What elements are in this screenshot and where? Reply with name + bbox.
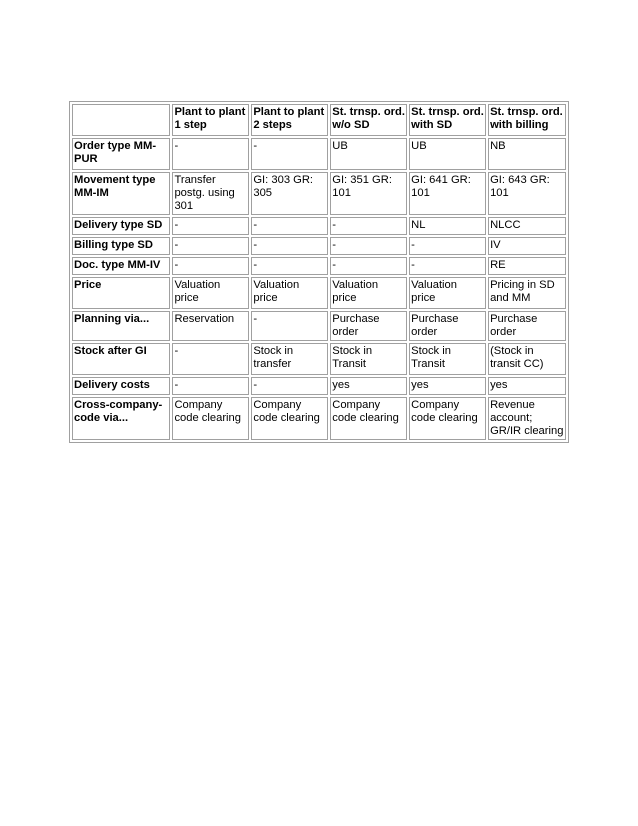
table-cell: - xyxy=(330,217,407,235)
table-cell: - xyxy=(251,257,328,275)
header-sto-with-sd: St. trnsp. ord. with SD xyxy=(409,104,486,136)
table-header-row xyxy=(72,104,566,136)
table-cell: Reservation xyxy=(172,311,249,341)
table-cell: RE xyxy=(488,257,566,275)
table-cell: - xyxy=(172,343,249,375)
row-label-movement-type: Movement type MM-IM xyxy=(72,172,170,215)
stock-transfer-comparison-table xyxy=(69,101,569,443)
table-cell: Valuation price xyxy=(409,277,486,309)
table-cell: Valuation price xyxy=(330,277,407,309)
table-cell: - xyxy=(172,138,249,170)
row-label-stock-after-gi: Stock after GI xyxy=(72,343,170,375)
table-cell: yes xyxy=(330,377,407,395)
table-cell: Company code clearing xyxy=(251,397,328,440)
table-cell: Purchase order xyxy=(330,311,407,341)
table-cell: - xyxy=(330,257,407,275)
table-cell: IV xyxy=(488,237,566,255)
table-cell: - xyxy=(172,237,249,255)
table-cell: Company code clearing xyxy=(330,397,407,440)
row-label-delivery-costs: Delivery costs xyxy=(72,377,170,395)
table-cell: - xyxy=(251,138,328,170)
table-cell: - xyxy=(172,257,249,275)
row-label-order-type: Order type MM-PUR xyxy=(72,138,170,170)
table-cell: yes xyxy=(488,377,566,395)
table-cell: Stock in Transit xyxy=(330,343,407,375)
table-cell: - xyxy=(330,237,407,255)
table-cell: - xyxy=(409,237,486,255)
table-row xyxy=(72,277,566,309)
table-cell: - xyxy=(251,217,328,235)
table-cell: NB xyxy=(488,138,566,170)
table-cell: - xyxy=(409,257,486,275)
table-cell: GI: 303 GR: 305 xyxy=(251,172,328,215)
header-corner-cell xyxy=(72,104,170,136)
table-cell: - xyxy=(172,377,249,395)
row-label-cross-company-code: Cross-company-code via... xyxy=(72,397,170,440)
table-row xyxy=(72,172,566,215)
table-cell: Purchase order xyxy=(409,311,486,341)
table-cell: NL xyxy=(409,217,486,235)
table-cell: - xyxy=(251,311,328,341)
table-cell: (Stock in transit CC) xyxy=(488,343,566,375)
row-label-planning-via: Planning via... xyxy=(72,311,170,341)
header-plant-to-plant-2-steps: Plant to plant 2 steps xyxy=(251,104,328,136)
table-cell: - xyxy=(251,237,328,255)
table-cell: GI: 641 GR: 101 xyxy=(409,172,486,215)
table-row xyxy=(72,237,566,255)
table-cell: - xyxy=(251,377,328,395)
row-label-price: Price xyxy=(72,277,170,309)
table-cell: Pricing in SD and MM xyxy=(488,277,566,309)
table-cell: UB xyxy=(409,138,486,170)
table-cell: Transfer postg. using 301 xyxy=(172,172,249,215)
table-cell: Company code clearing xyxy=(172,397,249,440)
table-row xyxy=(72,138,566,170)
table-cell: Revenue account; GR/IR clearing xyxy=(488,397,566,440)
table-cell: GI: 643 GR: 101 xyxy=(488,172,566,215)
row-label-billing-type: Billing type SD xyxy=(72,237,170,255)
table-cell: Valuation price xyxy=(251,277,328,309)
table-cell: GI: 351 GR: 101 xyxy=(330,172,407,215)
table-row xyxy=(72,343,566,375)
table-cell: UB xyxy=(330,138,407,170)
table-cell: Company code clearing xyxy=(409,397,486,440)
table-cell: Valuation price xyxy=(172,277,249,309)
table-cell: NLCC xyxy=(488,217,566,235)
header-sto-with-billing: St. trnsp. ord. with billing xyxy=(488,104,566,136)
table-row xyxy=(72,257,566,275)
table-cell: Stock in Transit xyxy=(409,343,486,375)
table-cell: Purchase order xyxy=(488,311,566,341)
table-row xyxy=(72,397,566,440)
table-row xyxy=(72,217,566,235)
table-cell: Stock in transfer xyxy=(251,343,328,375)
row-label-doc-type: Doc. type MM-IV xyxy=(72,257,170,275)
row-label-delivery-type: Delivery type SD xyxy=(72,217,170,235)
table-row xyxy=(72,311,566,341)
header-plant-to-plant-1-step: Plant to plant 1 step xyxy=(172,104,249,136)
header-sto-without-sd: St. trnsp. ord. w/o SD xyxy=(330,104,407,136)
table-cell: - xyxy=(172,217,249,235)
table-cell: yes xyxy=(409,377,486,395)
table-row xyxy=(72,377,566,395)
